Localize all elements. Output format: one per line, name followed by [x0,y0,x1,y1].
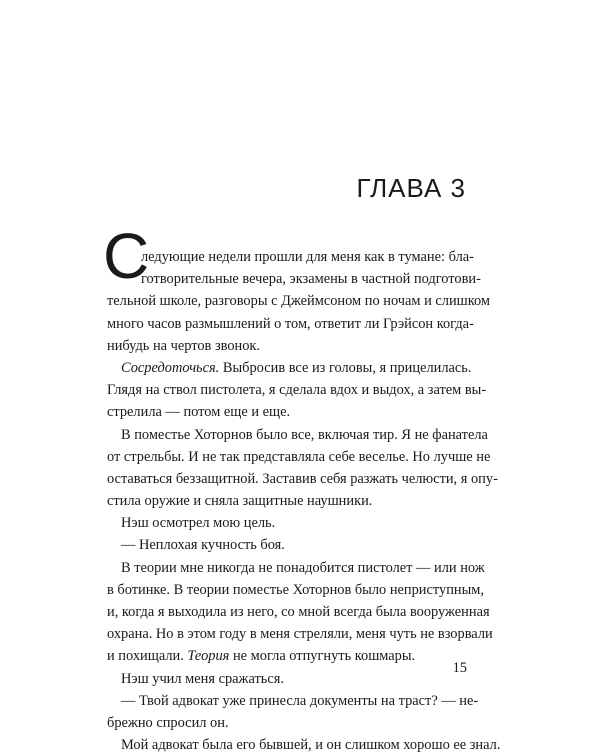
text-line: охрана. Но в этом году в меня стреляли, меня чуть не взорвали [107,626,493,643]
text-line: нибудь на чертов звонок. [107,337,261,354]
text-line: готворительные вечера, экзамены в частной подготови- [141,271,481,288]
text-line: оставаться беззащитной. Заставив себя разжать челюсти, я опу- [107,470,498,487]
text-line: стрелила — потом еще и еще. [107,404,291,421]
text-fragment: и похищали. [107,648,188,665]
chapter-title: ГЛАВА 3 [356,173,466,203]
italic-word: Теория [187,648,230,665]
text-line: — Неплохая кучность боя. [121,537,285,554]
text-line: в ботинке. В теории поместье Хоторнов было неприступным, [107,581,484,598]
text-line: Мой адвокат была его бывшей, и он слишком хорошо ее знал. [121,737,501,754]
text-line: стила оружие и сняла защитные наушники. [107,493,373,510]
text-line: В поместье Хоторнов было все, включая тир. Я не фанатела [121,426,488,443]
text-line: и, когда я выходила из него, со мной всегда была вооруженная [107,604,490,620]
body-text [103,220,501,756]
text-line [107,357,472,379]
text-fragment: не могла отпугнуть кошмары. [229,648,416,665]
text-line: Нэш осмотрел мою цель. [121,515,276,532]
text-line: брежно спросил он. [107,714,229,731]
text-line: В теории мне никогда не понадобится пистолет — или нож [121,559,485,576]
text-line: — Твой адвокат уже принесла документы на траст? — не- [121,692,479,709]
text-line [107,645,467,667]
text-line: от стрельбы. И не так представляла себе веселье. Но лучше не [107,448,491,465]
text-line: много часов размышлений о том, ответит ли Грэйсон когда- [107,315,474,332]
text-line: ледующие недели прошли для меня как в тумане: бла- [141,249,474,265]
text-line: Нэш учил меня сражаться. [121,670,284,687]
text-fragment: Выбросив все из головы, я прицелилась. [219,359,472,376]
page-number: 15 [452,660,467,676]
drop-cap: С [103,220,150,292]
italic-word: Сосредоточься. [121,359,220,376]
text-line: тельной школе, разговоры с Джеймсоном по ночам и слишком [107,293,491,310]
text-line: Глядя на ствол пистолета, я сделала вдох и выдох, а затем вы- [107,382,487,399]
